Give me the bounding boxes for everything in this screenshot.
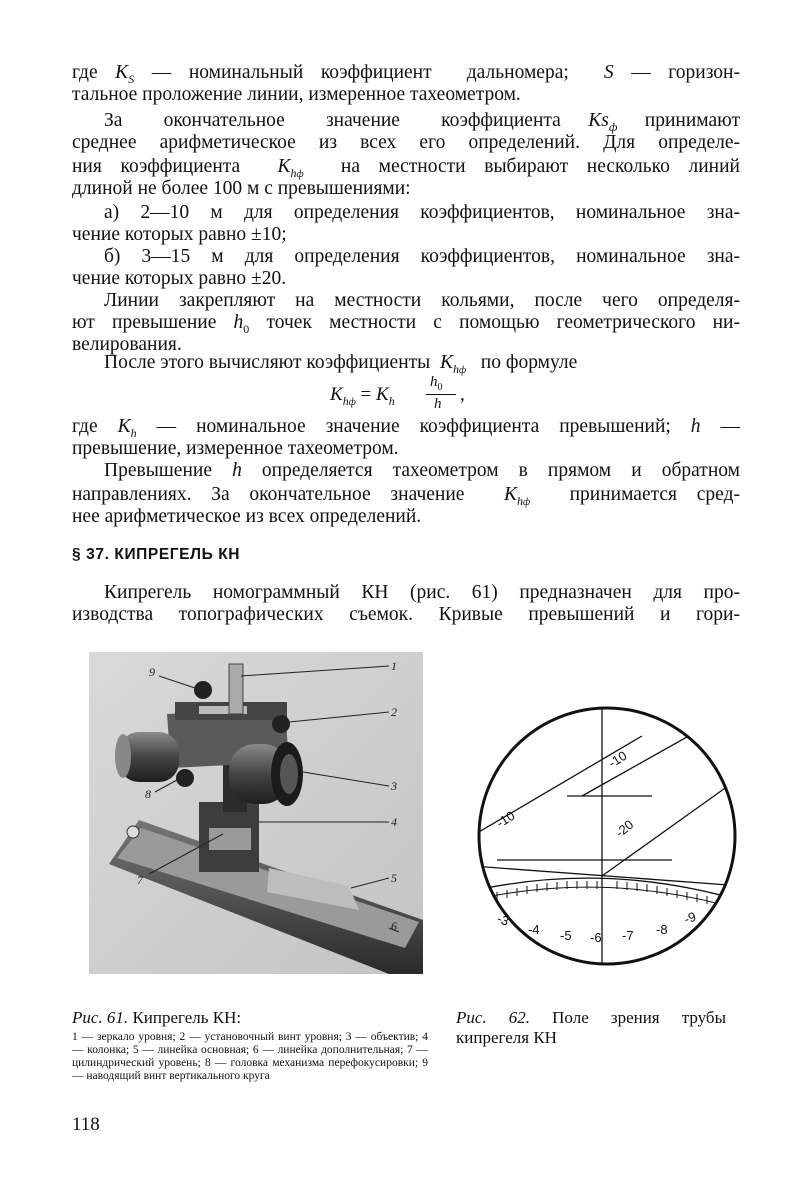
text-line-4: среднее арифметическое из всех его определений. Для определе-	[72, 132, 740, 153]
figure-62-field-of-view	[472, 686, 742, 988]
label-minus4: -4	[528, 922, 540, 937]
label-minus6: -6	[590, 930, 602, 945]
text-line-21: изводства топографических съемок. Кривые превышений и гори-	[72, 604, 740, 625]
text-line-7: а) 2—10 м для определения коэффициентов, номинальное зна-	[104, 202, 740, 223]
text-line-12: ют превышение $h_0$ точек местности с помощью геометрического ни-	[72, 312, 740, 336]
callout-1: 1	[391, 659, 397, 673]
label-minus9: -9	[681, 908, 698, 927]
callout-5: 5	[391, 871, 397, 885]
label-minus3: -3	[494, 910, 511, 929]
text-line-3: За окончательное значение коэффициента $Ks_ф$ принимают	[104, 110, 740, 134]
label-minus10-left: -10	[493, 807, 518, 831]
callout-4: 4	[391, 815, 397, 829]
text-line-16: превышение, измеренное тахеометром.	[72, 438, 399, 459]
label-minus5: -5	[560, 928, 572, 943]
text-line-19: нее арифметическое из всех определений.	[72, 506, 422, 527]
text-line-17: Превышение h определяется тахеометром в прямом и обратном	[104, 460, 740, 481]
text-line-11: Линии закрепляют на местности кольями, после чего определя-	[104, 290, 740, 311]
label-minus10-top: -10	[605, 747, 630, 771]
page-number: 118	[72, 1114, 100, 1135]
fig61-caption-title: Рис. 61. Кипрегель КН:	[72, 1008, 242, 1027]
callout-9: 9	[149, 665, 155, 679]
figure-61-photo	[89, 652, 423, 974]
text-line-5: ния коэффициента $K_{hф}$ на местности выбирают несколько линий	[72, 156, 740, 180]
text-line-18: направлениях. За окончательное значение $K_{hф}$ принимается сред-	[72, 484, 740, 508]
formula: $K_{hф} = K_h$ $h_0$ h ,	[330, 374, 465, 412]
callout-7: 7	[137, 873, 143, 887]
text-line-15: где $K_h$ — номинальное значение коэффициента превышений; h —	[72, 416, 741, 440]
text-line-2: тальное проложение линии, измеренное тахеометром.	[72, 84, 521, 105]
label-minus20: -20	[612, 816, 637, 841]
callout-8: 8	[145, 787, 151, 801]
text-line-9: б) 3—15 м для определения коэффициентов, номинальное зна-	[104, 246, 740, 267]
callout-6: 6	[391, 919, 397, 933]
text-line-8: чение которых равно ±10;	[72, 224, 287, 245]
fig61-caption-legend: 1 — зеркало уровня; 2 — установочный винт уровня; 3 — объектив; 4 — колонка; 5 — линейка основная; 6 — линейка дополнительная; 7 — цилиндрический уровень; 8 — головка механизма перефокусировки; 9 — наводящий винт вертикального круга	[72, 1031, 428, 1082]
text-line-13: велирования.	[72, 334, 182, 355]
fig62-caption: Рис. 62. Поле зрения трубы кипрегеля КН	[456, 1008, 726, 1047]
callout-2: 2	[391, 705, 397, 719]
label-minus8: -8	[656, 922, 668, 937]
section-heading: § 37. КИПРЕГЕЛЬ КН	[72, 546, 241, 563]
text-line-1: где $K_S$ — номинальный коэффициент дальномера; S — горизон-	[72, 62, 740, 86]
text-line-10: чение которых равно ±20.	[72, 268, 287, 289]
callout-3: 3	[391, 779, 397, 793]
text-line-20: Кипрегель номограммный КН (рис. 61) предназначен для про-	[104, 582, 740, 603]
text-line-6: длиной не более 100 м с превышениями:	[72, 178, 411, 199]
label-minus7: -7	[622, 928, 634, 943]
text-line-14: После этого вычисляют коэффициенты $K_{hф}$ по формуле	[104, 352, 578, 376]
